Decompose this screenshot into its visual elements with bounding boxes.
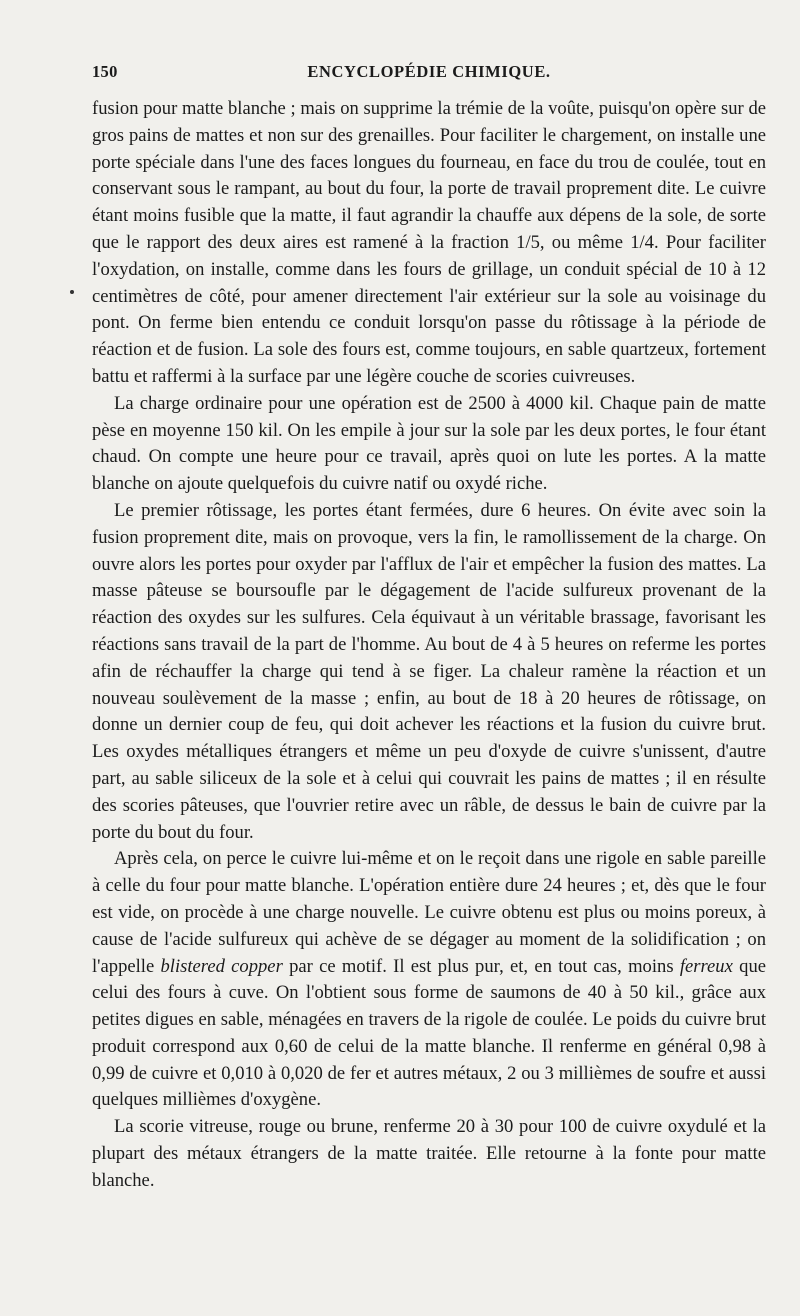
paragraph-4-text-a: Après cela, on perce le cuivre lui-même et on le reçoit dans une rigole en sable pareille à celle du four pour matte blanche. L'opération entière dure 24 heures ; et, dès que le four est vide, on procède à une charge nouvelle. Le cuivre obtenu est plus ou moins poreux, à cause de l'acide sulfureux qui achève de se dégager au moment de la solidification ; on l'appelle <box>92 848 766 977</box>
running-title: ENCYCLOPÉDIE CHIMIQUE. <box>307 62 551 81</box>
page-number: 150 <box>92 62 118 81</box>
paragraph-4-italic-term-2: ferreux <box>679 955 733 977</box>
paragraph-1: fusion pour matte blanche ; mais on supprime la trémie de la voûte, puisqu'on opère sur de gros pains de mattes et non sur des grenailles. Pour faciliter le chargement, on installe une porte spéciale dans l'une des faces longues du fourneau, en face du trou de coulée, tout en conservant sous le rampant, au bout du four, la porte de travail proprement dite. Le cuivre étant moins fusible que la matte, il faut agrandir la chauffe aux dépens de la sole, de sorte que le rapport des deux aires est ramené à la fraction 1/5, ou même 1/4. Pour faciliter l'oxydation, on installe, comme dans les fours de grillage, un conduit spécial de 10 à 12 centimètres de côté, pour amener directement l'air extérieur sur la sole au voisinage du pont. On ferme bien entendu ce conduit lorsqu'on passe du rôtissage à la période de réaction et de fusion. La sole des fours est, comme toujours, en sable quartzeux, fortement battu et raffermi à la surface par une légère couche de scories cuivreuses. <box>92 98 766 387</box>
running-header <box>92 62 766 88</box>
paragraph-4 <box>92 846 766 1114</box>
body-text <box>92 96 766 1195</box>
paragraph-2: La charge ordinaire pour une opération est de 2500 à 4000 kil. Chaque pain de matte pèse en moyenne 150 kil. On les empile à jour sur la sole par les deux portes, le four étant chaud. On compte une heure pour ce travail, après quoi on lute les portes. A la matte blanche on ajoute quelquefois du cuivre natif ou oxydé riche. <box>92 392 766 495</box>
paragraph-4-text-c: que celui des fours à cuve. On l'obtient sous forme de saumons de 40 à 50 kil., grâce aux petites digues en sable, ménagées en travers de la rigole de coulée. Le poids du cuivre brut produit correspond aux 0,60 de celui de la matte blanche. Il renferme en général 0,98 à 0,99 de cuivre et 0,010 à 0,020 de fer et autres métaux, 2 ou 3 millièmes de soufre et aussi quelques millièmes d'oxygène. <box>92 955 766 1111</box>
margin-mark <box>70 290 74 294</box>
paragraph-5: La scorie vitreuse, rouge ou brune, renferme 20 à 30 pour 100 de cuivre oxydulé et la plupart des métaux étrangers de la matte traitée. Elle retourne à la fonte pour matte blanche. <box>92 1116 766 1191</box>
paragraph-3: Le premier rôtissage, les portes étant fermées, dure 6 heures. On évite avec soin la fusion proprement dite, mais on provoque, vers la fin, le ramollissement de la charge. On ouvre alors les portes pour oxyder par l'afflux de l'air et empêcher la fusion des mattes. La masse pâteuse se boursoufle par le dégagement de l'acide sulfureux provenant de la réaction des oxydes sur les sulfures. Cela équivaut à un véritable brassage, favorisant les réactions sans travail de la part de l'homme. Au bout de 4 à 5 heures on referme les portes afin de réchauffer la charge qui tend à se figer. La chaleur ramène la réaction et un nouveau soulèvement de la masse ; enfin, au bout de 18 à 20 heures de rôtissage, on donne un dernier coup de feu, qui doit achever les réactions et la fusion du cuivre brut. Les oxydes métalliques étrangers et même un peu d'oxyde de cuivre s'unissent, d'autre part, au sable siliceux de la sole et à celui qui couvrait les pains de mattes ; il en résulte des scories pâteuses, que l'ouvrier retire avec un râble, de dessus le bain de cuivre par la porte du bout du four. <box>92 499 766 843</box>
paragraph-4-text-b: par ce motif. Il est plus pur, et, en tout cas, moins <box>282 955 680 977</box>
paragraph-4-italic-term-1: blistered copper <box>160 955 283 977</box>
